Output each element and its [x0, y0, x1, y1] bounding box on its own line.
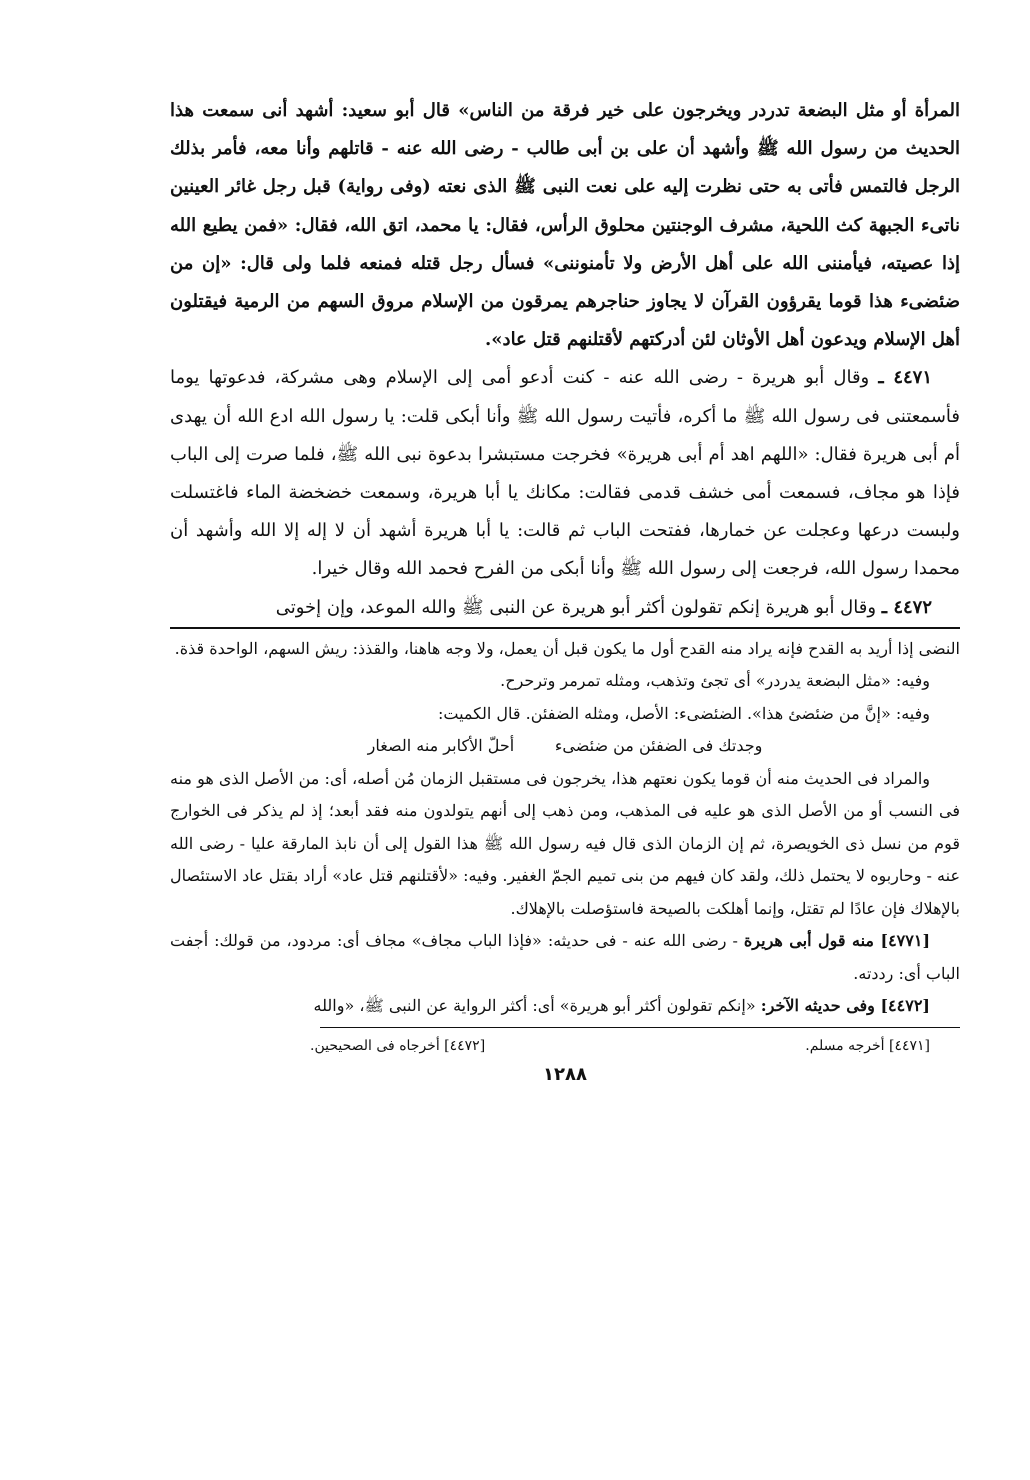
hadith-number: ٤٤٧٢ ـ [881, 596, 932, 618]
note-line: وفيه: «مثل البضعة يدردر» أى تجئ وتذهب، ومثله تمرمر وترحرح. [500, 671, 930, 691]
note-heading: [٤٧٧١] منه قول أبى هريرة [743, 931, 931, 951]
note-line [170, 925, 960, 990]
note-line: والمراد فى الحديث منه أن قوما يكون نعتهم هذا، يخرجون فى مستقبل الزمان مُن أصله، أى: من الأصل الذى هو منه فى النسب أو من الأصل الذى هو عليه فى المذهب، ومن ذهب إلى أنهم يتولدون منه فقد أبعد؛ إذ لم يذكر فى الخوارج قوم من نسل ذى الخويصرة، ثم إن الزمان الذى قال فيه رسول الله ﷺ هذا القول إلى أن نابذ المارقة عليا - رضى الله عنه - وحاربوه لا يحتمل ذلك، ولقد كان فيهم من بنى تميم الجمّ الغفير. وفيه: «لأقتلنهم قتل عاد» أراد بقتل عاد الاستئصال بالإهلاك فإن عادًا لم تقتل، وإنما أهلكت بالصيحة فاستؤصلت بالإهلاك. [170, 768, 961, 918]
hadith-4472 [170, 589, 960, 627]
note-line [170, 990, 960, 1023]
footnote-divider [320, 1027, 960, 1028]
footnote-4471: [٤٤٧١] أخرجه مسلم. [805, 1037, 930, 1054]
book-page [170, 92, 960, 1085]
commentary-divider [170, 627, 960, 629]
main-text [170, 92, 960, 627]
page-number: ١٢٨٨ [543, 1063, 587, 1085]
hadith-text: وقال أبو هريرة إنكم تقولون أكثر أبو هريرة عن النبى ﷺ والله الموعد، وإن إخوتى [275, 596, 877, 618]
continued-hadith: المرأة أو مثل البضعة تدردر ويخرجون على خير فرقة من الناس» قال أبو سعيد: أشهد أنى سمعت هذا الحديث من رسول الله ﷺ وأشهد أن على بن أبى طالب - رضى الله عنه - قاتلهم وأنا معه، فأمر بذلك الرجل فالتمس فأتى به حتى نظرت إليه على نعت النبى ﷺ الذى نعته (وفى رواية) قبل رجل غائر العينين ناتىء الجبهة كث اللحية، مشرف الوجنتين محلوق الرأس، فقال: يا محمد، اتق الله، فقال: «فمن يطيع الله إذا عصيته، فيأمننى الله على أهل الأرض ولا تأمنوننى» فسأل رجل قتله فمنعه فلما ولى قال: «إن من ضئضىء هذا قوما يقرؤون القرآن لا يجاوز حناجرهم يمرقون من الإسلام مروق السهم من الرمية فيقتلون أهل الإسلام ويدعون أهل الأوثان لئن أدركتهم لأقتلنهم قتل عاد». [170, 100, 961, 351]
note-heading: [٤٤٧٢] وفى حديثه الآخر: [760, 996, 930, 1016]
hadith-text: وقال أبو هريرة - رضى الله عنه - كنت أدعو أمى إلى الإسلام وهى مشركة، فدعوتها يوما فأسمعتنى فى رسول الله ﷺ ما أكره، فأتيت رسول الله ﷺ وأنا أبكى قلت: يا رسول الله ادع الله أن يهدى أم أبى هريرة فقال: «اللهم اهد أم أبى هريرة» فخرجت مستبشرا بدعوة نبى الله ﷺ، فلما صرت إلى الباب فإذا هو مجاف، فسمعت أمى خشف قدمى فقالت: مكانك يا أبا هريرة، وسمعت خضخضة الماء فاغتسلت ولبست درعها وعجلت عن خمارها، ففتحت الباب ثم قالت: يا أبا هريرة أشهد أن لا إله إلا الله وأشهد أن محمدا رسول الله، فرجعت إلى رسول الله ﷺ وأنا أبكى من الفرح فحمد الله وقال خيرا. [170, 367, 960, 580]
note-text: «إنكم تقولون أكثر أبو هريرة» أى: أكثر الرواية عن النبى ﷺ، «والله [313, 996, 756, 1016]
note-text: - رضى الله عنه - فى حديثه: «فإذا الباب مجاف» مجاف أى: مردود، من قولك: أجفت الباب أى: رددته. [170, 931, 960, 983]
note-line: وفيه: «إنَّ من ضئضئ هذا». الضئضىء: الأصل، ومثله الضفئن. قال الكميت: [438, 703, 930, 723]
footnotes [170, 1034, 960, 1058]
verse-second-half: أحلّ الأكابر منه الصغار [367, 736, 515, 756]
commentary [170, 633, 960, 1023]
hadith-4471 [170, 359, 960, 588]
verse-first-half: وجدتك فى الضفئن من ضئضىء [554, 736, 763, 756]
note-line: النضى إذا أريد به القدح فإنه يراد منه القدح أول ما يكون قبل أن يعمل، ولا وجه هاهنا، والقذذ: ريش السهم، الواحدة قذة. [174, 638, 960, 658]
poetry-verse [170, 730, 960, 763]
hadith-number: ٤٤٧١ ـ [878, 367, 932, 389]
footnote-4472: [٤٤٧٢] أخرجاه فى الصحيحين. [310, 1037, 486, 1054]
